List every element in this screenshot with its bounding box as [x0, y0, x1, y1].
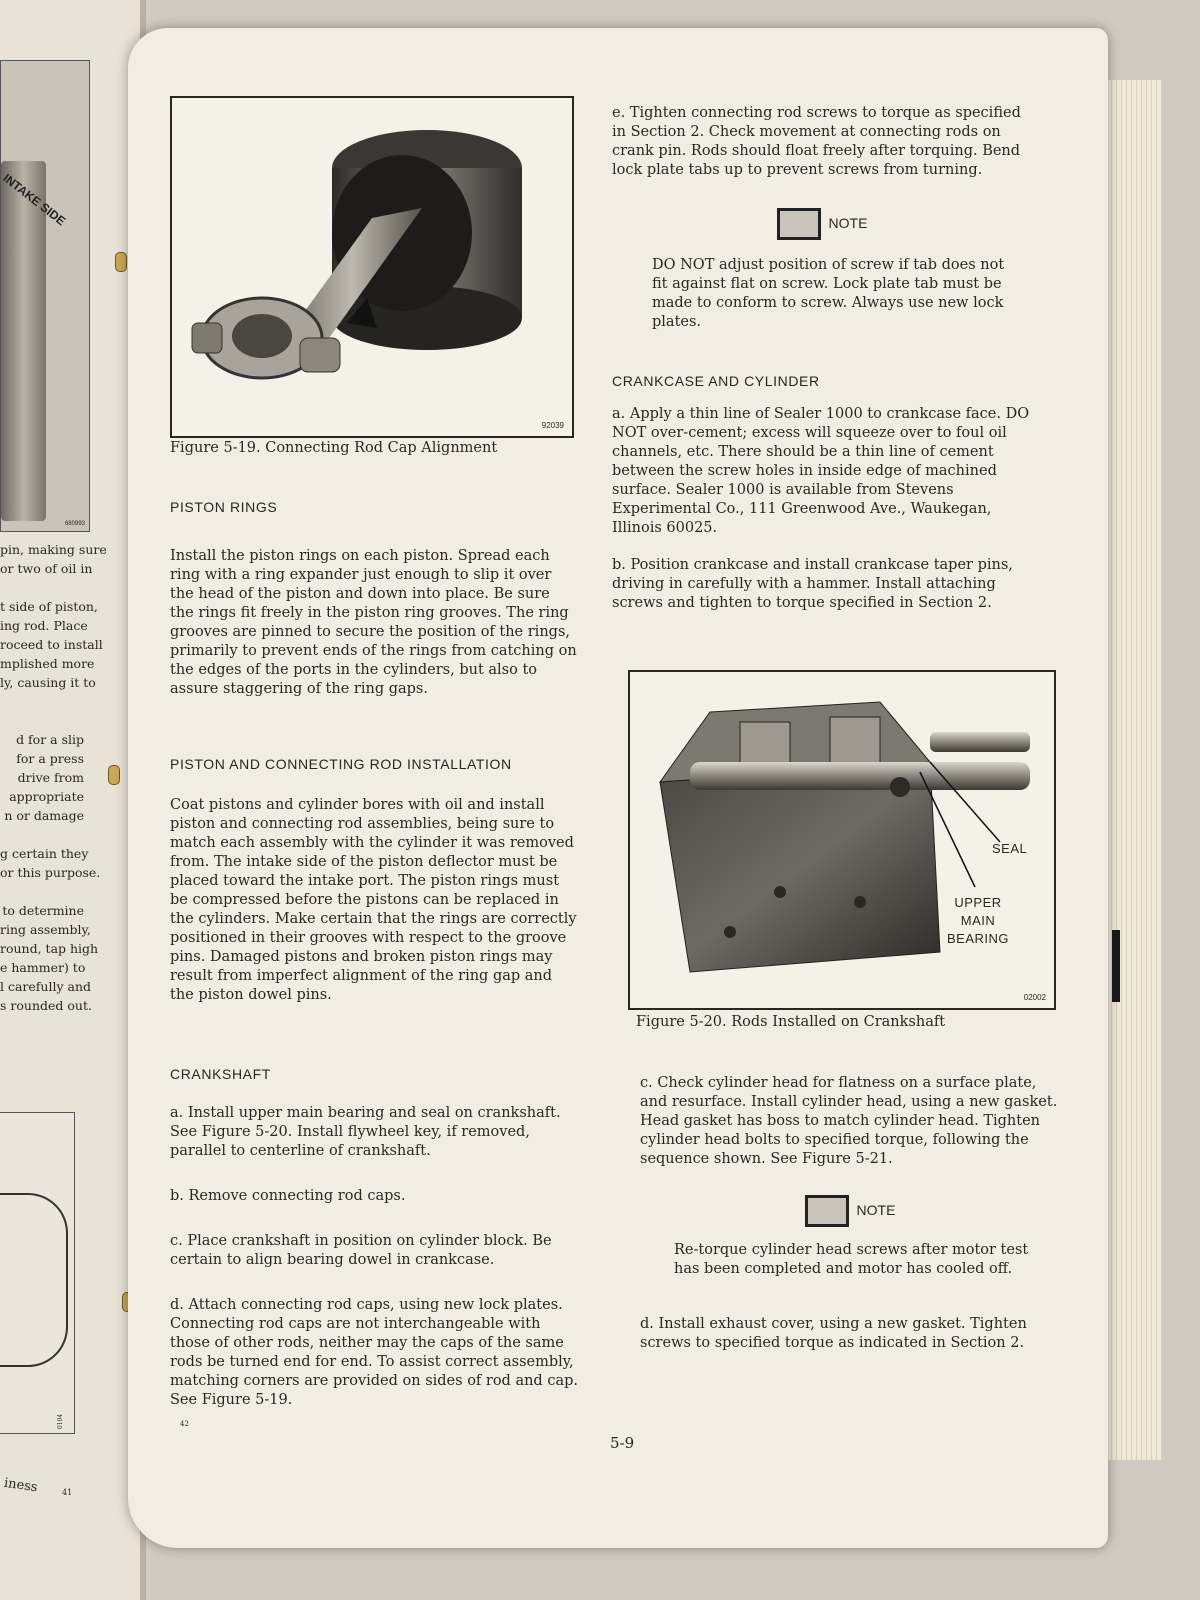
hand-illustration: [0, 1193, 68, 1367]
figure-5-19-caption: Figure 5-19. Connecting Rod Cap Alignment: [170, 440, 498, 456]
piston-rod-photo: [172, 98, 572, 436]
note-1-header: [612, 208, 1032, 240]
left-figure-label: INTAKE SIDE: [0, 171, 69, 229]
crankcase-step-b: b. Position crankcase and install crankcase taper pins, driving in carefully with a hammer. Install attaching screws and tighten to torque specified in Section 2.: [612, 557, 1013, 611]
crankcase-step-c: c. Check cylinder head for flatness on a surface plate, and resurface. Install cylinder head, using a new gasket. Head gasket has boss to match cylinder head. Tighten cylinder head bolts to specified torque, following the sequence shown. See Figure 5-21.: [640, 1075, 1058, 1167]
left-page-line: [0, 692, 84, 711]
left-figure-code: 680993: [64, 521, 85, 527]
left-page-line: [0, 711, 84, 730]
figure-5-20: [628, 670, 1056, 1010]
left-page-line: ing rod. Place: [0, 618, 88, 633]
piston-install-body: Coat pistons and cylinder bores with oil and install piston and connecting rod assemblies, being sure to match each assembly with the cylinder it was removed from. The intake side of the piston deflector must be placed toward the intake port. The piston rings must be compressed before the pistons can be replaced in the cylinders. Make certain that the rings are correctly positioned in their grooves with respect to the groove pins. Damaged pistons and broken piston rings may result from imperfect alignment of the ring gap and the piston dowel pins.: [170, 797, 577, 1003]
left-page-line: l carefully and: [0, 979, 92, 994]
carburetor-part-image: [1, 161, 46, 521]
left-figure: [0, 60, 90, 532]
crankshaft-photo: [630, 672, 1054, 1008]
left-page-line: [0, 578, 84, 597]
left-page-line: e hammer) to: [0, 960, 86, 975]
note-2-text: Re-torque cylinder head screws after motor test has been completed and motor has cooled off.: [674, 1242, 1029, 1277]
figure-5-19: [170, 96, 574, 438]
left-page-line: s rounded out.: [0, 998, 92, 1013]
left-page-number: 41: [62, 1488, 73, 1497]
crankshaft-step-b: b. Remove connecting rod caps.: [170, 1188, 406, 1204]
figure-5-20-code: 02002: [1023, 993, 1046, 1002]
left-page-line: g certain they: [0, 846, 89, 861]
left-footer: iness: [3, 1475, 39, 1496]
note-1-label: NOTE: [828, 215, 868, 231]
left-page-line: for a press: [16, 751, 84, 766]
left-page-line: [0, 882, 84, 901]
left-page-line: ly, causing it to: [0, 675, 96, 690]
left-page-line: appropriate: [9, 789, 84, 804]
crankshaft-step-c: c. Place crankshaft in position on cylinder block. Be certain to align bearing dowel in crankcase.: [170, 1233, 552, 1268]
left-page-line: drive from: [17, 770, 84, 785]
manual-page: [128, 28, 1108, 1548]
left-page-line: mplished more: [0, 656, 95, 671]
crankcase-heading: CRANKCASE AND CYLINDER: [612, 373, 820, 389]
left-page-line: or this purpose.: [0, 865, 101, 880]
note-icon: [805, 1195, 849, 1227]
left-page-line: roceed to install: [0, 637, 103, 652]
crankcase-step-a: a. Apply a thin line of Sealer 1000 to crankcase face. DO NOT over-cement; excess will squeeze over to foul oil channels, etc. There should be a thin line of cement between the screw holes in inside edge of machined surface. Sealer 1000 is available from Stevens Experimental Co., 111 Greenwood Ave., Waukegan, Illinois 60025.: [612, 406, 1030, 536]
left-page: [0, 0, 146, 1600]
seal-callout: SEAL: [992, 841, 1028, 856]
piston-install-heading: PISTON AND CONNECTING ROD INSTALLATION: [170, 756, 512, 772]
left-page-line: d for a slip: [16, 732, 84, 747]
left-figure-2: [0, 1112, 75, 1434]
left-page-line: t side of piston,: [0, 599, 98, 614]
figure-5-19-code: 92039: [541, 421, 564, 430]
left-page-line: to determine: [2, 903, 84, 918]
left-page-line: ring assembly,: [0, 922, 91, 937]
left-page-line: round, tap high: [0, 941, 99, 956]
crankcase-step-d: d. Install exhaust cover, using a new gasket. Tighten screws to specified torque as indicated in Section 2.: [640, 1316, 1027, 1351]
crankshaft-heading: CRANKSHAFT: [170, 1066, 271, 1082]
left-page-line: or two of oil in: [0, 561, 93, 576]
step-e: e. Tighten connecting rod screws to torque as specified in Section 2. Check movement at connecting rods on crank pin. Rods should float freely after torquing. Bend lock plate tabs up to prevent screws from turning.: [612, 105, 1021, 178]
note-1-text: DO NOT adjust position of screw if tab does not fit against flat on screw. Lock plate tab must be made to conform to screw. Always use new lock plates.: [652, 257, 1005, 330]
left-column: [170, 498, 578, 1410]
section-tab: [1112, 930, 1120, 1002]
left-figure-2-code: 0104: [56, 1413, 64, 1430]
figure-5-20-caption: Figure 5-20. Rods Installed on Crankshaft: [636, 1014, 946, 1030]
binder-hole: [115, 252, 127, 272]
right-column-lower: [640, 1074, 1060, 1353]
left-page-line: pin, making sure: [0, 542, 107, 557]
left-page-line: [0, 825, 84, 844]
left-page-text: [0, 540, 107, 1015]
crankshaft-step-a: a. Install upper main bearing and seal on crankshaft. See Figure 5-20. Install flywheel key, if removed, parallel to centerline of crankshaft.: [170, 1105, 561, 1159]
upper-main-bearing-callout: UPPER MAIN BEARING: [946, 895, 1009, 946]
note-2-label: NOTE: [856, 1202, 896, 1218]
page-number: 5-9: [610, 1434, 635, 1452]
note-icon: [777, 208, 821, 240]
left-page-line: n or damage: [4, 808, 84, 823]
binder-hole: [108, 765, 120, 785]
crankshaft-step-d: d. Attach connecting rod caps, using new lock plates. Connecting rod caps are not interchangeable with those of other rods, neither may the caps of the same rods be turned end for end. To assist correct assembly, matching corners are provided on sides of rod and cap. See Figure 5-19.: [170, 1297, 578, 1408]
corner-number: 42: [180, 1420, 189, 1428]
note-2-header: [640, 1195, 1060, 1227]
right-column: [612, 104, 1032, 613]
piston-rings-body: Install the piston rings on each piston. Spread each ring with a ring expander just enough to slip it over the head of the piston and down into place. Be sure the rings fit freely in the piston ring grooves. The ring grooves are pinned to secure the position of the rings, primarily to prevent ends of the rings from catching on the edges of the ports in the cylinders, but also to assure staggering of the ring gaps.: [170, 548, 577, 697]
piston-rings-heading: PISTON RINGS: [170, 499, 278, 515]
